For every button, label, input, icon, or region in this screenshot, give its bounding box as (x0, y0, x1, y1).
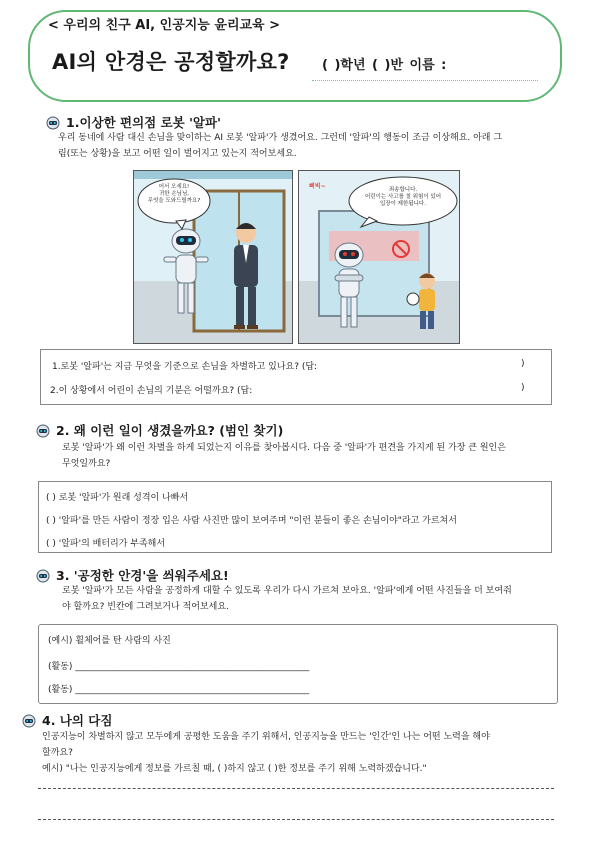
activity-line-2[interactable]: (활동) ____________________________________________________ (48, 685, 310, 695)
section1-title: 1.이상한 편의점 로봇 '알파' (66, 115, 221, 130)
section3-body: 로봇 '알파'가 모든 사람을 공정하게 대할 수 있도록 우리가 다시 가르쳐 보아요. '알파'에게 어떤 사진들을 더 보여줘 야 할까요? 빈칸에 그려보거나 적어보세요. (62, 586, 512, 612)
question-2-close-paren: ) (521, 383, 525, 393)
question-1-close-paren: ) (521, 359, 525, 369)
section4-body: 인공지능이 차별하지 않고 모두에게 공평한 도움을 주기 위해서, 인공지능을 만드는 '인간'인 나는 어떤 노력을 해야 할까요? 예시) "나는 인공지능에게 정보를 가르칠 때, ( )하지 않고 ( )한 정보를 주기 위해 노력하겠습니다." (42, 729, 567, 777)
option-1[interactable]: ( ) 로봇 '알파'가 원래 성격이 나빠서 (46, 493, 189, 503)
name-dotted-line (312, 80, 538, 81)
section1-body-line1: 우리 동네에 사람 대신 손님을 맞이하는 AI 로봇 '알파'가 생겼어요. 그런데 '알파'의 행동이 조금 이상해요. 아래 그 (58, 133, 503, 143)
series-title: < 우리의 친구 AI, 인공지능 윤리교육 > (48, 18, 281, 33)
robot-icon (36, 569, 50, 586)
activity-line-1[interactable]: (활동) ____________________________________________________ (48, 662, 310, 672)
section1-body-line2: 림(또는 상황)을 보고 어떤 일이 벌어지고 있는지 적어보세요. (58, 149, 297, 159)
question-2: 2.이 상황에서 어린이 손님의 기분은 어떨까요? (답: (50, 386, 253, 396)
section4-example: 예시) "나는 인공지능에게 정보를 가르칠 때, ( )하지 않고 ( )한 정보를 주기 위해 노력하겠습니다." (42, 764, 427, 774)
section3-title: 3. '공정한 안경'을 씌워주세요! (56, 568, 229, 583)
option-2[interactable]: ( ) '알파'를 만든 사람이 정장 입은 사람 사진만 많이 보여주며 "이런 분들이 좋은 손님이야"라고 가르쳐서 (46, 516, 457, 526)
section1-question-box (40, 349, 552, 405)
section2-body: 로봇 '알파'가 왜 이런 차별을 하게 되었는지 이유를 찾아봅시다. 다음 중 '알파'가 편견을 가지게 된 가장 큰 원인은 무엇일까요? (62, 443, 506, 469)
welcome-speech-bubble: 어서 오세요! 귀한 손님님, 무엇을 도와드릴까요? (147, 184, 201, 204)
comic-panel-denied (298, 170, 460, 344)
example-answer: (예시) 휠체어를 탄 사람의 사진 (48, 636, 171, 646)
beep-text: 삐빅~ (309, 183, 326, 190)
option-3[interactable]: ( ) '알파'의 배터리가 부족해서 (46, 539, 166, 549)
section2-heading (36, 421, 283, 441)
answer-line-1[interactable] (38, 788, 554, 789)
student-info-line: ( )학년 ( )반 이름 : (322, 58, 447, 73)
comic-panel-welcome (133, 170, 293, 344)
robot-icon (22, 714, 36, 731)
answer-line-2[interactable] (38, 819, 554, 820)
section4-title: 4. 나의 다짐 (42, 713, 113, 728)
section4-heading (22, 711, 112, 731)
denied-speech-bubble: 죄송합니다. 어린이는 사고를 칠 위험이 있어 입장이 제한됩니다. (364, 187, 442, 207)
section1-body (58, 130, 568, 162)
section2-title: 2. 왜 이런 일이 생겼을까요? (범인 찾기) (56, 423, 284, 438)
robot-icon (36, 424, 50, 441)
page-title: AI의 안경은 공정할까요? (52, 50, 290, 74)
question-1: 1.로봇 '알파'는 지금 무엇을 기준으로 손님을 차별하고 있나요? (답: (52, 362, 318, 372)
